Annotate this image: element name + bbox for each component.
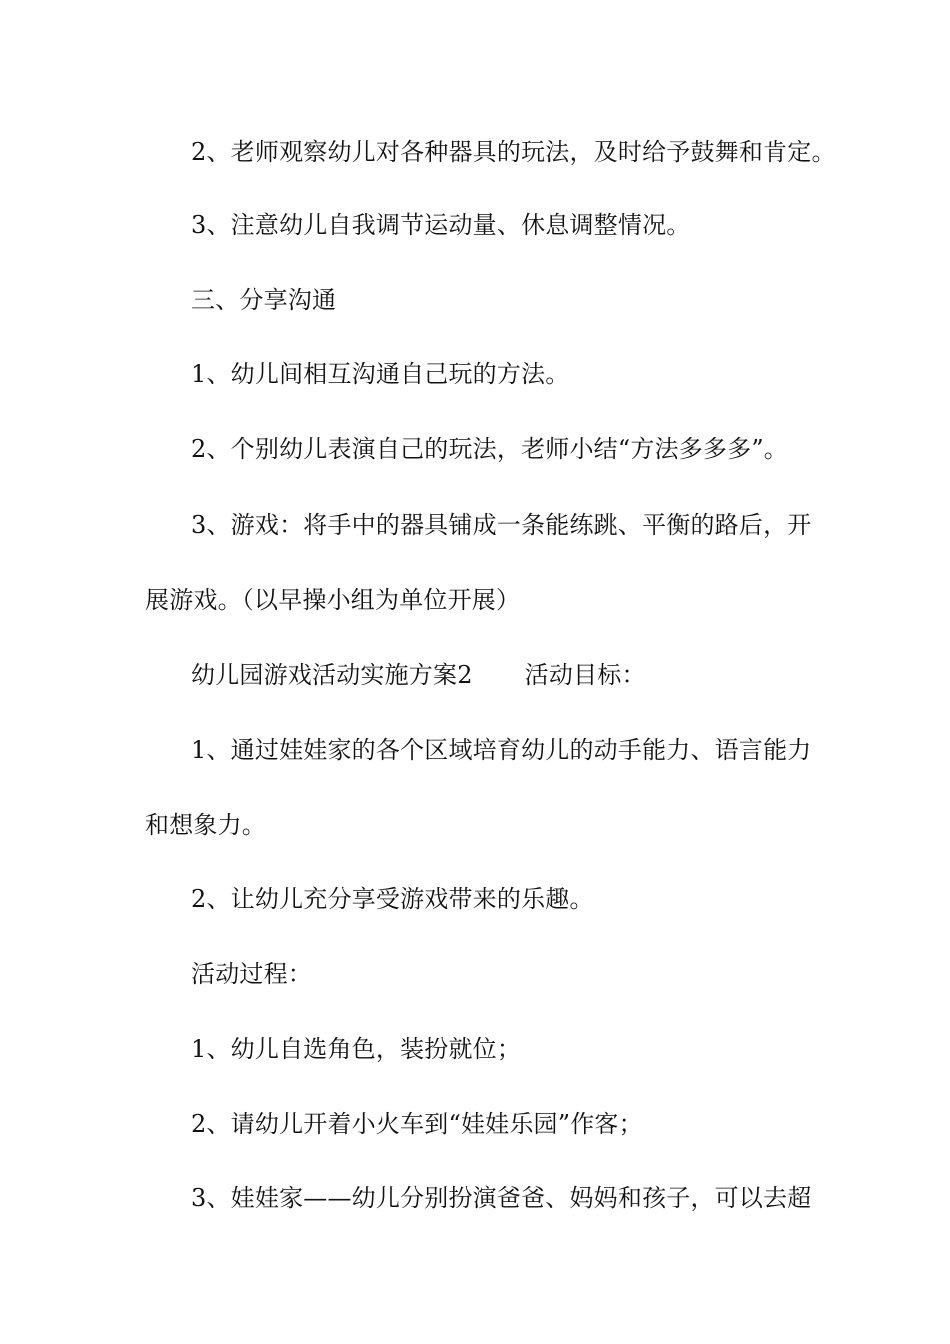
- paragraph-line-10: 1、幼儿自选角色，装扮就位；: [191, 1035, 522, 1063]
- paragraph-line-4: 2、个别幼儿表演自己的玩法，老师小结“方法多多多”。: [191, 435, 789, 463]
- paragraph-line-1: 2、老师观察幼儿对各种器具的玩法，及时给予鼓舞和肯定。: [191, 138, 836, 166]
- paragraph-line-3: 1、幼儿间相互沟通自己玩的方法。: [191, 360, 570, 388]
- plan-title-line: [191, 658, 871, 692]
- section-heading-share: 三、分享沟通: [191, 286, 337, 314]
- paragraph-line-11: 2、请幼儿开着小火车到“娃娃乐园”作客；: [191, 1110, 643, 1138]
- paragraph-line-8: 和想象力。: [145, 811, 266, 839]
- paragraph-line-6: 展游戏。（以早操小组为单位开展）: [145, 586, 521, 614]
- paragraph-line-9: 2、让幼儿充分享受游戏带来的乐趣。: [191, 885, 594, 913]
- activity-goals-heading: 活动目标：: [524, 661, 646, 689]
- activity-process-heading: 活动过程：: [191, 960, 312, 988]
- paragraph-line-12: 3、娃娃家——幼儿分别扮演爸爸、妈妈和孩子，可以去超: [191, 1184, 812, 1212]
- paragraph-line-5: 3、游戏：将手中的器具铺成一条能练跳、平衡的路后，开: [191, 511, 812, 539]
- paragraph-line-7: 1、通过娃娃家的各个区域培育幼儿的动手能力、语言能力: [191, 736, 812, 764]
- plan-title: 幼儿园游戏活动实施方案2: [191, 661, 473, 689]
- paragraph-line-2: 3、注意幼儿自我调节运动量、休息调整情况。: [191, 211, 691, 239]
